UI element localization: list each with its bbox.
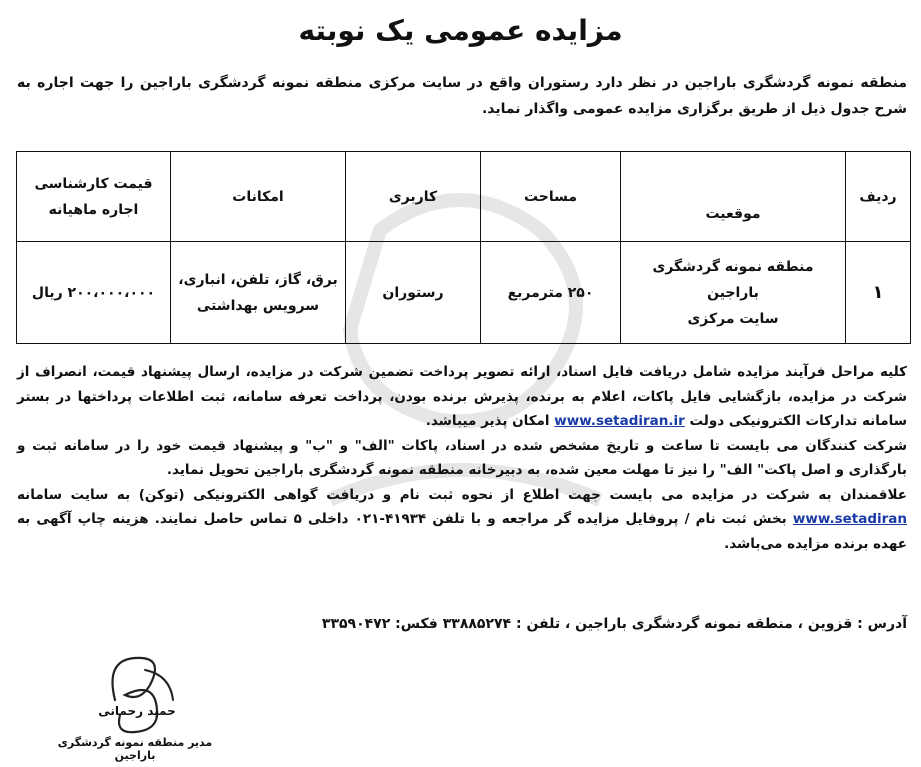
- table-row: [17, 242, 911, 344]
- cell-price: ۲۰۰،۰۰۰،۰۰۰ ریال: [17, 242, 171, 344]
- cell-facilities: [171, 242, 346, 344]
- registration-text: علاقمندان به شرکت در مزایده می بایست جهت اطلاع از نحوه ثبت نام و دریافت گواهی الکترونیکی (توکن) به سایت سامانه: [17, 486, 907, 503]
- header-usage: کاربری: [346, 152, 481, 242]
- cell-area: ۲۵۰ مترمربع: [481, 242, 621, 344]
- cell-facilities-line1: برق، گاز، تلفن، انباری،: [178, 271, 338, 288]
- header-area: مساحت: [481, 152, 621, 242]
- handwritten-signature: [95, 640, 185, 740]
- header-facilities: امکانات: [171, 152, 346, 242]
- registration-text-end: بخش ثبت نام / پروفایل مزایده گر مراجعه و با تلفن ۴۱۹۳۴-۰۲۱ داخلی ۵ تماس حاصل نمایند. هزینه چاپ آگهی به عهده برنده مزایده می‌باشد.: [17, 511, 907, 552]
- setadiran-link-2[interactable]: www.setadiran: [792, 511, 908, 527]
- notice-title: مزایده عمومی یک نوبته: [298, 14, 623, 47]
- process-text-end: امکان پذیر میباشد.: [425, 413, 550, 429]
- cell-usage: رستوران: [346, 242, 481, 344]
- cell-location-line2: سایت مرکزی: [687, 310, 779, 327]
- header-location: موقعیت: [621, 152, 846, 242]
- process-text: کلیه مراحل فرآیند مزایده شامل دریافت فایل اسناد، ارائه تصویر پرداخت تضمین شرکت در مزایده، ارسال پیشنهاد قیمت، انصراف از شرکت در مزایده، بازگشایی فایل پاکات، اعلام به برنده، پذیرش برنده بودن، پرداخت تعرفه سامانه، ثبت اطلاعات پرداختها در بستر سامانه تدارکات الکترونیکی دولت: [17, 364, 907, 429]
- conditions-section: [17, 360, 907, 556]
- auction-table: [16, 151, 911, 344]
- cell-location: [621, 242, 846, 344]
- signatory-name: حمید رحمانی: [98, 704, 176, 718]
- header-price-line1: قیمت کارشناسی: [34, 175, 153, 192]
- setadiran-link[interactable]: www.setadiran.ir: [554, 413, 685, 429]
- registration-paragraph: [17, 483, 907, 557]
- signatory-title: مدیر منطقه نمونه گردشگری باراجین: [57, 736, 213, 762]
- cell-location-line1: منطقه نمونه گردشگری باراجین: [652, 258, 814, 301]
- submission-paragraph: شرکت کنندگان می بایست تا ساعت و تاریخ مشخص شده در اسناد، پاکات "الف" و "ب" و پیشنهاد قیمت خود را در سامانه ثبت و بارگذاری و اصل پاکت" الف" را نیز تا مهلت معین شده، به دبیرخانه منطقه نمونه گردشگری باراجین تحویل نماید.: [17, 437, 907, 478]
- process-paragraph: [17, 360, 907, 434]
- header-price-line2: اجاره ماهیانه: [48, 201, 139, 218]
- header-row-number: ردیف: [846, 152, 911, 242]
- header-price: [17, 152, 171, 242]
- table-header-row: [17, 152, 911, 242]
- intro-paragraph: منطقه نمونه گردشگری باراجین در نظر دارد رستوران واقع در سایت مرکزی منطقه نمونه گردشگری باراجین را جهت اجاره به شرح جدول ذیل از طریق برگزاری مزایده عمومی واگذار نماید.: [17, 75, 907, 117]
- cell-facilities-line2: سرویس بهداشتی: [196, 297, 320, 314]
- cell-row-number: ۱: [846, 242, 911, 344]
- address-line: آدرس : قزوین ، منطقه نمونه گردشگری باراجین ، تلفن : ۳۳۸۸۵۲۷۴ فکس: ۳۳۵۹۰۴۷۲: [321, 616, 907, 632]
